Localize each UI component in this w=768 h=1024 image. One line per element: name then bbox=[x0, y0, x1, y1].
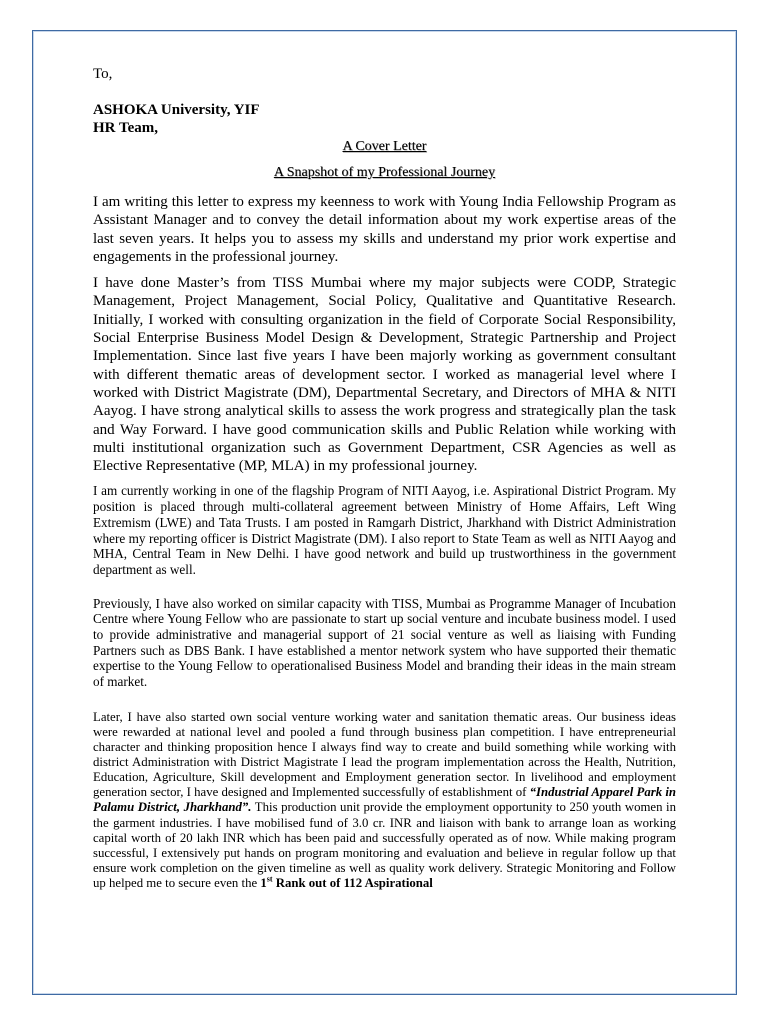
letter-subtitle: A Snapshot of my Professional Journey bbox=[273, 165, 496, 180]
paragraph-social-venture bbox=[93, 710, 676, 891]
recipient-line-1: ASHOKA University, YIF bbox=[93, 102, 260, 118]
rank-text: Rank out of 112 Aspirational bbox=[272, 875, 433, 890]
rank-suffix: st bbox=[266, 874, 273, 884]
paragraph-education: I have done Master’s from TISS Mumbai where my major subjects were CODP, Strategic Management, Project Management, Social Policy, Qualitative and Quantitative Research. Initially, I worked with consulting organization in the field of Corporate Social Responsibility, Social Enterprise Business Model Design & Development, Strategic Partnership and Project Implementation. Since last five years I have been majorly working as government consultant with different thematic areas of development sector. I worked as managerial level where I worked with District Magistrate (DM), Departmental Secretary, and Directors of MHA & NITI Aayog. I have strong analytical skills to assess the work progress and strategically plan the task and Way Forward. I have good communication skills and Public Relation while working with multi institutional organization such as Government Department, CSR Agencies as well as Elective Representative (MP, MLA) in my professional journey. bbox=[93, 275, 676, 475]
rank-highlight bbox=[260, 876, 433, 890]
paragraph-previous-role: Previously, I have also worked on similar capacity with TISS, Mumbai as Programme Manager of Incubation Centre where Young Fellow who are passionate to start up social venture and incubate business model. I used to provide administrative and managerial support of 21 social venture as well as liaising with Funding Partners such as DBS Bank. I have established a mentor network system who have supported their thematic expertise to the Young Fellow to operationalised Business Model and branding their ideas in the main stream of market. bbox=[93, 595, 676, 690]
rank-number: 1 bbox=[260, 875, 267, 890]
paragraph-intro: I am writing this letter to express my keenness to work with Young India Fellowship Program as Assistant Manager and to convey the detail information about my work expertise areas of the last seven years. It helps you to assess my skills and understand my prior work expertise and engagements in the professional journey. bbox=[93, 194, 676, 265]
recipient-line-2: HR Team, bbox=[93, 120, 159, 136]
letter-title: A Cover Letter bbox=[342, 139, 427, 154]
salutation: To, bbox=[93, 66, 113, 82]
paragraph-current-role: I am currently working in one of the flagship Program of NITI Aayog, i.e. Aspirational District Program. My position is placed through multi-collateral agreement between Ministry of Home Affairs, Left Wing Extremism (LWE) and Tata Trusts. I am posted in Ramgarh District, Jharkhand with District Administration where my reporting officer is District Magistrate (DM). I also report to State Team as well as NITI Aayog and MHA, Central Team in New Delhi. I have good network and build up trustworthiness in the government department as well. bbox=[93, 483, 676, 577]
venture-text-2: This production unit provide the employment opportunity to 250 youth women in the garment industries. I have mobilised fund of 3.0 cr. INR and liaison with bank to arrange loan as working capital worth of 20 lakh INR which has been paid and successfully operated as of now. While making program successful, I extensively put hands on program monitoring and evaluation and believe in regular follow up that ensure work completion on the given timeline as well as quality work delivery. Strategic Monitoring and Follow up helped me to secure even the bbox=[93, 800, 676, 890]
letter-page bbox=[93, 66, 676, 891]
venture-text-1: Later, I have also started own social venture working water and sanitation thematic areas. Our business ideas were rewarded at national level and pooled a fund through business plan competition. I have entrepreneurial character and thinking proposition hence I always find way to create and build something while working with district Administration with District Magistrate I lead the program implementation across the Health, Nutrition, Education, Agriculture, Skill development and Employment generation sector. In livelihood and employment generation sector, I have designed and Implemented successfully of establishment of bbox=[93, 709, 676, 800]
apparel-park-highlight: “Industrial Apparel Park in Palamu District, Jharkhand”. bbox=[93, 785, 677, 815]
